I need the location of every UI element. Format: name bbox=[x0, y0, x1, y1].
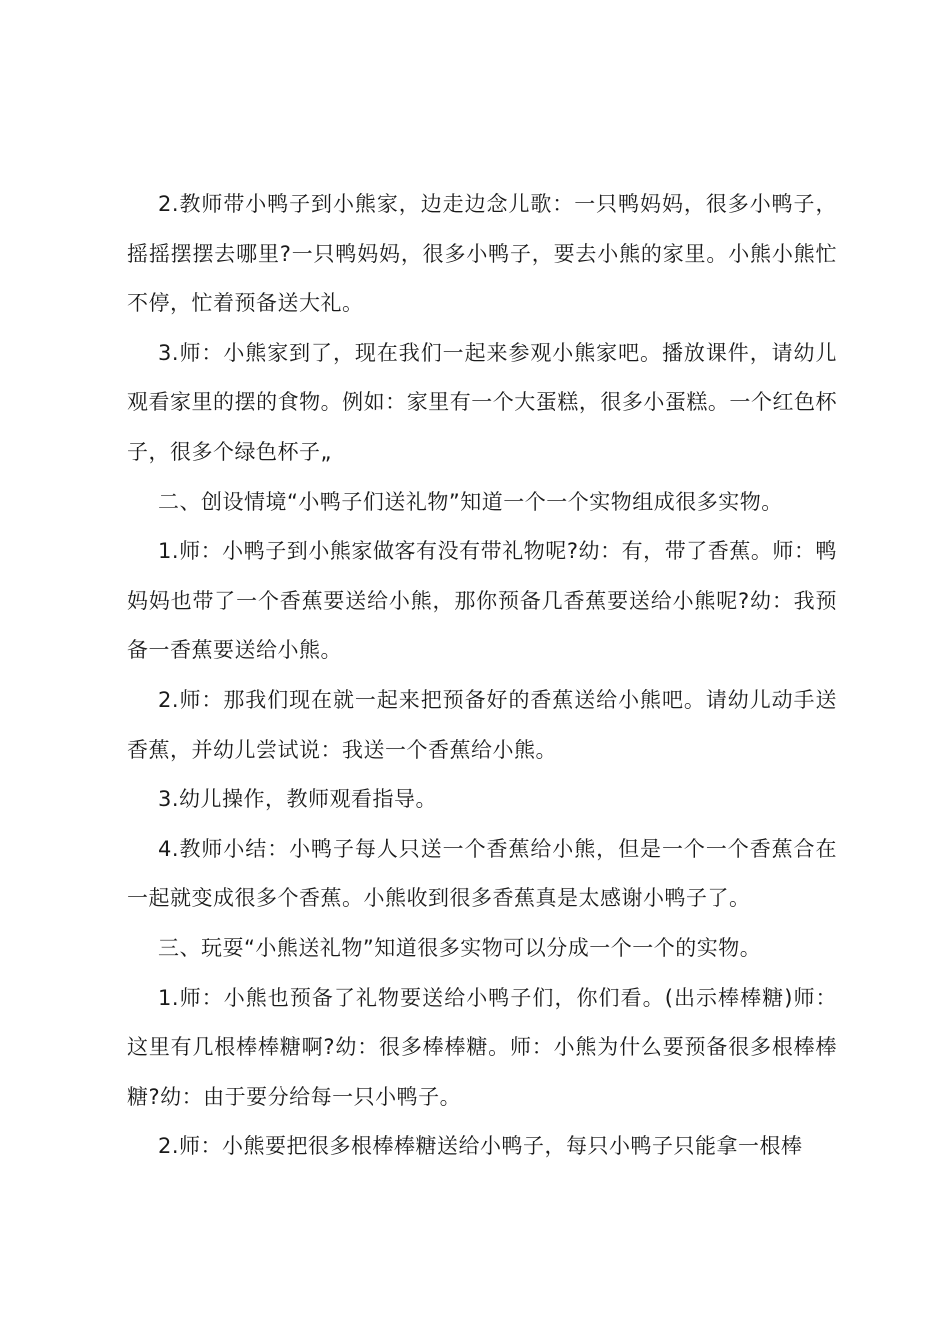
paragraph: 1.师：小熊也预备了礼物要送给小鸭子们，你们看。(出示棒棒糖)师：这里有几根棒棒糖啊?幼：很多棒棒糖。师：小熊为什么要预备很多根棒棒糖?幼：由于要分给每一只小鸭子。 bbox=[127, 985, 837, 1109]
paragraph: 2.师：小熊要把很多根棒棒糖送给小鸭子，每只小鸭子只能拿一根棒 bbox=[158, 1134, 803, 1159]
paragraph: 2.师：那我们现在就一起来把预备好的香蕉送给小熊吧。请幼儿动手送香蕉，并幼儿尝试说：我送一个香蕉给小熊。 bbox=[127, 687, 837, 762]
document-body bbox=[127, 180, 837, 1172]
paragraph: 2.教师带小鸭子到小熊家，边走边念儿歌：一只鸭妈妈，很多小鸭子，摇摇摆摆去哪里?一只鸭妈妈，很多小鸭子，要去小熊的家里。小熊小熊忙不停，忙着预备送大礼。 bbox=[127, 192, 837, 316]
paragraph: 3.幼儿操作，教师观看指导。 bbox=[158, 787, 438, 812]
paragraph: 4.教师小结：小鸭子每人只送一个香蕉给小熊，但是一个一个香蕉合在一起就变成很多个香蕉。小熊收到很多香蕉真是太感谢小鸭子了。 bbox=[127, 836, 837, 911]
paragraph: 1.师：小鸭子到小熊家做客有没有带礼物呢?幼：有，带了香蕉。师：鸭妈妈也带了一个香蕉要送给小熊，那你预备几香蕉要送给小熊呢?幼：我预备一香蕉要送给小熊。 bbox=[127, 539, 837, 663]
section-heading: 三、玩耍“小熊送礼物”知道很多实物可以分成一个一个的实物。 bbox=[158, 935, 762, 960]
paragraph: 3.师：小熊家到了，现在我们一起来参观小熊家吧。播放课件，请幼儿观看家里的摆的食物。例如：家里有一个大蛋糕，很多小蛋糕。一个红色杯子，很多个绿色杯子„ bbox=[127, 340, 837, 464]
section-heading: 二、创设情境“小鸭子们送礼物”知道一个一个实物组成很多实物。 bbox=[158, 489, 783, 514]
